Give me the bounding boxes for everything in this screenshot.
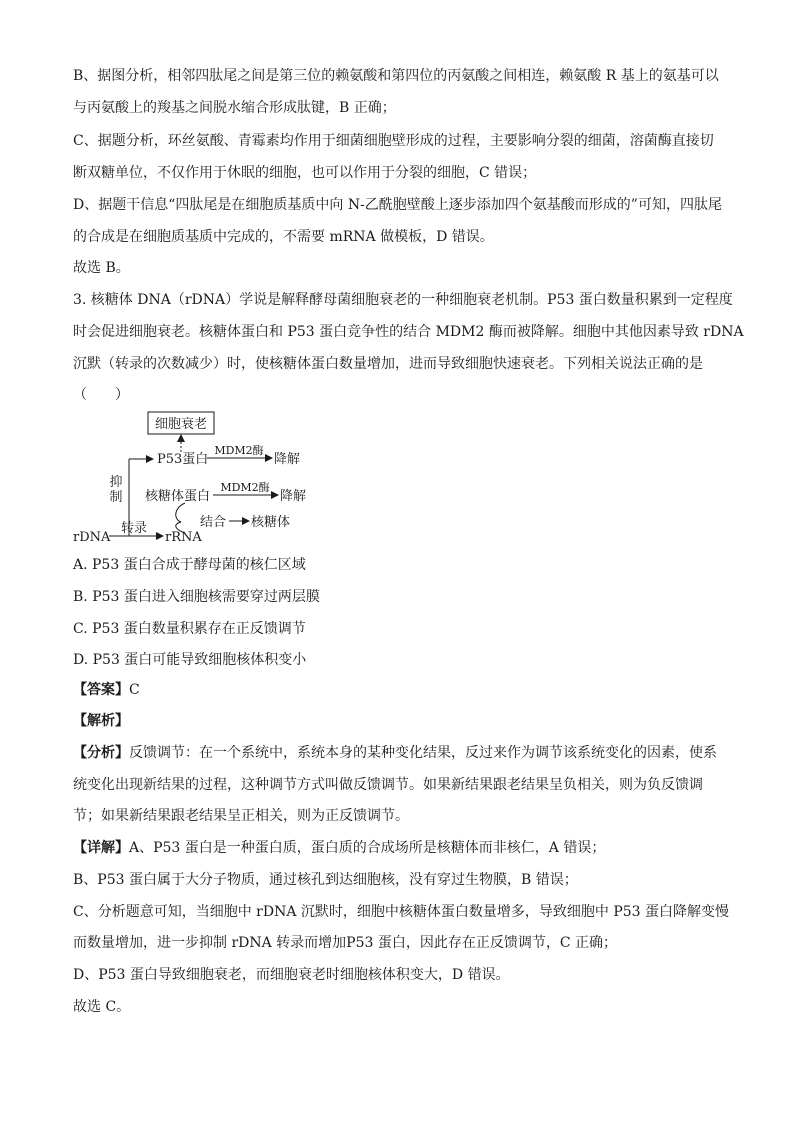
question-stem-line-1: 3. 核糖体 DNA（rDNA）学说是解释酵母菌细胞衰老的一种细胞衰老机制。P53 蛋白数量积累到一定程度 [73,292,733,308]
xiangjie-label: 【详解】 [73,840,129,856]
prev-conclusion: 故选 B。 [73,260,130,276]
prev-option-b-analysis-cont: 与丙氨酸上的羧基之间脱水缩合形成肽键，B 正确； [73,100,396,116]
answer-value: C [129,682,140,698]
label-ribosome: 核糖体 [251,515,291,530]
option-a: A. P53 蛋白合成于酵母菌的核仁区域 [73,557,306,573]
xiangjie-line-a [73,838,723,858]
label-transcribe: 转录 [120,521,148,536]
prev-option-b-analysis: B、据图分析，相邻四肽尾之间是第三位的赖氨酸和第四位的丙氨酸之间相连，赖氨酸 R 基上的氨基可以 [73,68,719,84]
label-p53-protein: P53蛋白 [157,452,209,467]
xiangjie-line-b: B、P53 蛋白属于大分子物质，通过核孔到达细胞核，没有穿过生物膜，B 错误； [73,872,578,888]
xiangjie-line-c: C、分析题意可知，当细胞中 rDNA 沉默时，细胞中核糖体蛋白数量增多，导致细胞中 P53 蛋白降解变慢 [73,904,730,920]
label-mdm2-top: MDM2酶 [214,444,264,457]
label-combine: 结合 [200,515,227,530]
prev-option-d-analysis-cont: 的合成是在细胞质基质中完成的，不需要 mRNA 做模板，D 错误。 [73,229,494,245]
prev-option-d-analysis: D、据题干信息“四肽尾是在细胞质基质中向 N-乙酰胞壁酸上逐步添加四个氨基酸而形成的”可知，四肽尾 [73,197,722,213]
fenxi-line-3: 节；如果新结果跟老结果呈正相关，则为正反馈调节。 [73,808,409,824]
label-mdm2-bottom: MDM2酶 [220,481,270,494]
question-blank: （ ） [73,387,129,403]
label-inhibit-2: 制 [109,490,123,505]
question-stem-line-3: 沉默（转录的次数减少）时，使核糖体蛋白数量增加，进而导致细胞快速衰老。下列相关说法正确的是 [73,356,703,372]
label-inhibit-1: 抑 [109,475,123,490]
question-stem-line-2: 时会促进细胞衰老。核糖体蛋白和 P53 蛋白竞争性的结合 MDM2 酶而被降解。细胞中其他因素导致 rDNA [73,324,744,340]
label-rrna: rRNA [165,530,202,545]
xiangjie-line-d: D、P53 蛋白导致细胞衰老，而细胞衰老时细胞核体积变大，D 错误。 [73,967,510,983]
prev-option-c-analysis-cont: 断双糖单位，不仅作用于休眠的细胞，也可以作用于分裂的细胞，C 错误； [73,165,537,181]
option-c: C. P53 蛋白数量积累存在正反馈调节 [73,621,306,637]
option-d: D. P53 蛋白可能导致细胞核体积变小 [73,652,307,668]
label-cell-aging: 细胞衰老 [154,417,208,432]
rdna-aging-diagram [73,404,353,552]
analysis-header: 【解析】 [73,713,129,729]
xiangjie-text-a: A、P53 蛋白是一种蛋白质，蛋白质的合成场所是核糖体而非核仁，A 错误； [129,840,606,856]
label-degrade-top: 降解 [274,452,301,467]
label-ribosomal-protein: 核糖体蛋白 [145,489,211,504]
answer-line [73,680,723,700]
label-rdna: rDNA [73,530,111,545]
fenxi-line-1 [73,743,723,763]
prev-option-c-analysis: C、据题分析，环丝氨酸、青霉素均作用于细菌细胞壁形成的过程，主要影响分裂的细菌，溶菌酶直接切 [73,133,714,149]
option-b: B. P53 蛋白进入细胞核需要穿过两层膜 [73,589,320,605]
label-degrade-bottom: 降解 [280,489,307,504]
xiangjie-line-c-cont: 而数量增加，进一步抑制 rDNA 转录而增加P53 蛋白，因此存在正反馈调节，C 正确； [73,935,618,951]
answer-label: 【答案】 [73,682,129,698]
final-conclusion: 故选 C。 [73,999,131,1015]
fenxi-label: 【分析】 [73,745,129,761]
fenxi-line-2: 统变化出现新结果的过程，这种调节方式叫做反馈调节。如果新结果跟老结果呈负相关，则为负反馈调 [73,777,703,793]
fenxi-text-1: 反馈调节：在一个系统中，系统本身的某种变化结果，反过来作为调节该系统变化的因素，使系 [129,745,717,761]
bracket-curve-upper [176,503,185,522]
